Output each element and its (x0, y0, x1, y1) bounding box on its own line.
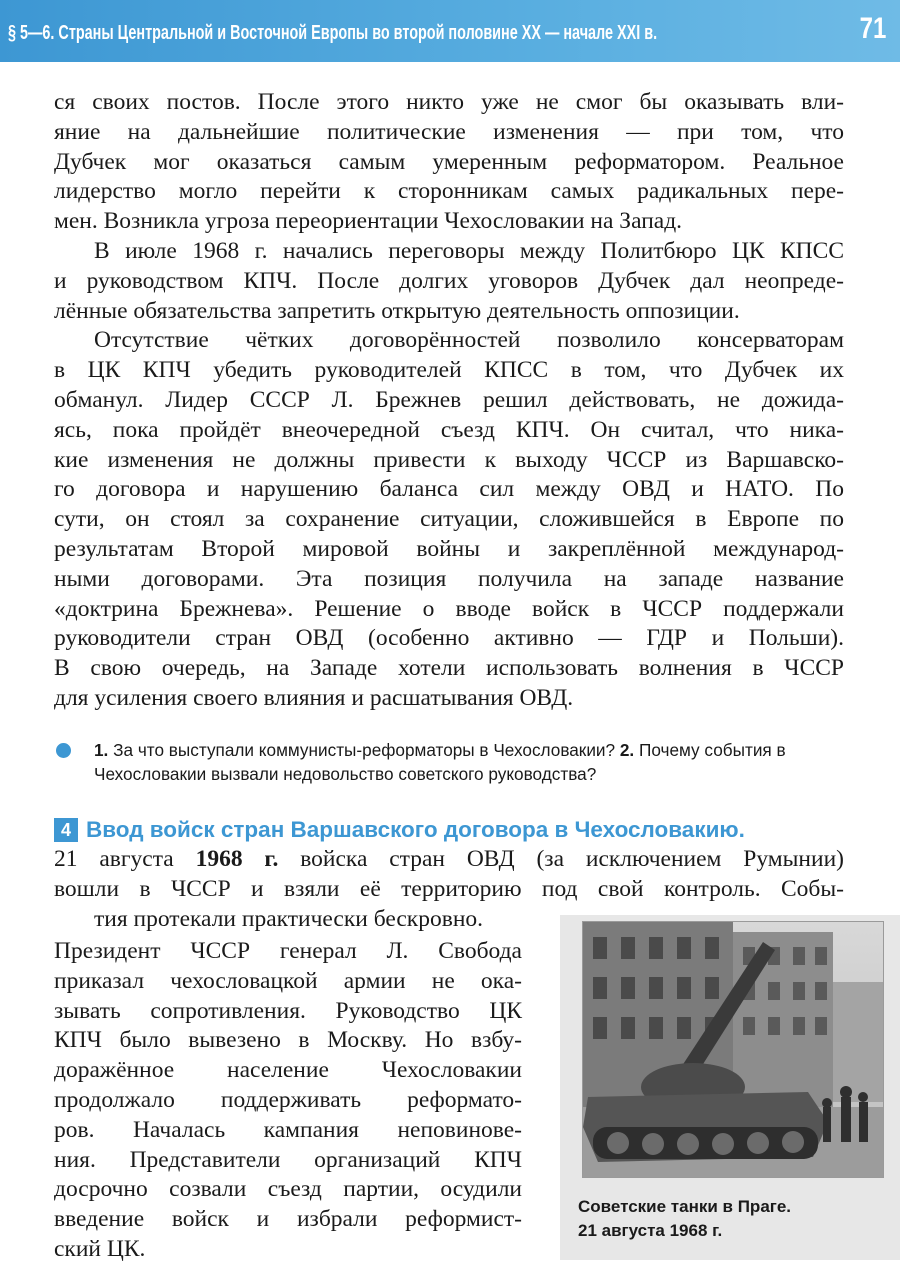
text-line: «доктрина Брежнева». Решение о вводе войск в ЧССР поддержали (54, 595, 844, 622)
text-line: лённые обязательства запретить открытую деятельность оппозиции. (54, 297, 740, 324)
text-line: ясь, пока пройдёт внеочередной съезд КПЧ. Он считал, что ника- (54, 416, 844, 443)
text-line: результатам Второй мировой войны и закреплённой международ- (54, 535, 844, 562)
text-line: В свою очередь, на Западе хотели использовать волнения в ЧССР (54, 655, 844, 682)
text-line: ский ЦК. (54, 1235, 146, 1262)
figure-card (560, 915, 900, 1260)
text-line: кие изменения не должны привести к выходу ЧССР из Варшавско- (54, 446, 844, 473)
question-2-text: Почему события в Чехословакии вызвали недовольство советского руководства? (94, 740, 786, 784)
text-line: ров. Началась кампания неповинове- (54, 1116, 522, 1143)
text-line: и руководством КПЧ. После долгих уговоров Дубчек дал неопреде- (54, 267, 844, 294)
chapter-title: § 5—6. Страны Центральной и Восточной Европы во второй половине XX — начале XXI в. (8, 22, 658, 44)
tank-photo-icon (582, 921, 884, 1178)
paragraph-2 (54, 237, 844, 326)
text-line: КПЧ было вывезено в Москву. Но взбу- (54, 1027, 522, 1054)
text-line: доражённое население Чехословакии (54, 1057, 522, 1084)
text-line: мен. Возникла угроза переориентации Чехословакии на Запад. (54, 208, 683, 235)
text-line: в ЦК КПЧ убедить руководителей КПСС в том, что Дубчек их (54, 357, 844, 384)
text-line: ся своих постов. После этого никто уже не смог бы оказывать вли- (54, 89, 844, 115)
paragraph-1 (54, 88, 844, 237)
figure-caption (578, 1195, 888, 1243)
text-line: тия протекали практически бескровно. (94, 905, 484, 932)
question-2-number: 2. (619, 740, 635, 760)
wrapped-text (54, 937, 522, 1265)
text-line: сути, он стоял за сохранение ситуации, сложившейся в Европе по (54, 506, 844, 533)
caption-line: Советские танки в Праге. (578, 1197, 792, 1216)
text-line: зывать сопротивления. Руководство ЦК (54, 997, 522, 1024)
text-line (54, 845, 844, 875)
text-line: досрочно созвали съезд партии, осудили (54, 1176, 522, 1203)
text-line: вошли в ЧССР и взяли её территорию под свой контроль. Собы- (54, 875, 844, 902)
text-line: руководители стран ОВД (особенно активно — ГДР и Польши). (54, 625, 844, 652)
text-line: приказал чехословацкой армии не ока- (54, 967, 522, 994)
question-1-number: 1. (94, 740, 109, 760)
text-line: для усиления своего влияния и расшатывания ОВД. (54, 684, 574, 711)
caption-line: 21 августа 1968 г. (578, 1221, 723, 1240)
text-line: ными договорами. Эта позиция получила на западе название (54, 565, 844, 592)
section-heading-text: Ввод войск стран Варшавского договора в Чехословакию. (86, 817, 745, 842)
date-bold: 1968 г. (195, 846, 279, 872)
questions-text (94, 738, 854, 786)
page-header (0, 0, 900, 62)
paragraph-3 (54, 326, 844, 713)
question-1-text: За что выступали коммунисты-реформаторы в Чехословакии? (108, 740, 620, 760)
text-fragment: войска стран ОВД (за исключением Румынии) (278, 846, 844, 872)
questions-block (54, 738, 854, 786)
text-line: Президент ЧССР генерал Л. Свобода (54, 938, 522, 964)
text-line: Дубчек мог оказаться самым умеренным реформатором. Реальное (54, 148, 844, 175)
page-number: 71 (859, 12, 886, 45)
text-line: Отсутствие чётких договорённостей позволило консерваторам (94, 327, 844, 354)
text-line: В июле 1968 г. начались переговоры между Политбюро ЦК КПСС (94, 237, 844, 264)
text-line: го договора и нарушению баланса сил между ОВД и НАТО. По (54, 476, 844, 503)
main-text (54, 88, 844, 714)
tank-photo-illustration (583, 922, 883, 1177)
text-line: лидерство могло перейти к сторонникам самых радикальных пере- (54, 178, 844, 205)
text-line: яние на дальнейшие политические изменения — при том, что (54, 118, 844, 145)
text-line: введение войск и избрали реформист- (54, 1206, 522, 1233)
text-line: обманул. Лидер СССР Л. Брежнев решил действовать, не дожида- (54, 386, 844, 413)
text-line: ния. Представители организаций КПЧ (54, 1146, 522, 1173)
bullet-dot-icon (56, 743, 71, 758)
section-heading (54, 815, 844, 845)
text-fragment: 21 августа (54, 846, 196, 872)
text-line: продолжало поддерживать реформато- (54, 1086, 522, 1113)
section-number-badge: 4 (54, 818, 78, 842)
